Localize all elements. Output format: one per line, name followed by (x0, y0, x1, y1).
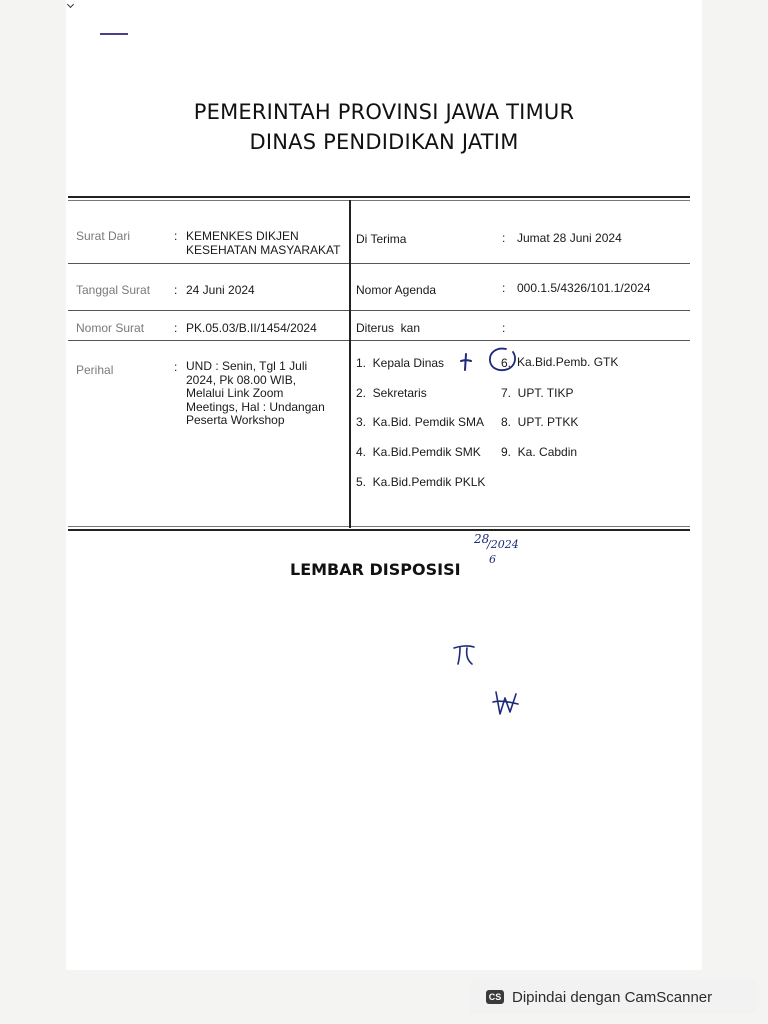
label-di-terima: Di Terima (356, 232, 407, 246)
recipient-9: 9. Ka. Cabdin (501, 445, 578, 459)
value-di-terima: Jumat 28 Juni 2024 (517, 231, 622, 245)
scan-mark (100, 33, 128, 35)
recipient-2: 2. Sekretaris (356, 386, 427, 400)
colon: : (174, 360, 178, 374)
handwritten-date-day: 28 (474, 532, 490, 546)
handwritten-date-month: 6 (489, 553, 496, 566)
handwritten-date-year: /2024 (487, 538, 519, 551)
handwritten-plus-mark (458, 352, 474, 372)
row-divider (68, 263, 690, 264)
recipient-3: 3. Ka.Bid. Pemdik SMA (356, 415, 485, 429)
label-diteruskan: Diterus kan (356, 321, 421, 335)
lembar-disposisi-title: LEMBAR DISPOSISI (290, 560, 461, 579)
colon: : (174, 321, 178, 335)
colon: : (502, 321, 506, 335)
recipient-1: 1. Kepala Dinas (356, 356, 445, 370)
table-bottom-rule-thick (68, 529, 690, 531)
perihal-line: UND : Senin, Tgl 1 Juli (186, 359, 308, 373)
perihal-line: 2024, Pk 08.00 WIB, (186, 372, 297, 387)
recipient-7: 7. UPT. TIKP (501, 386, 574, 400)
recipient-5: 5. Ka.Bid.Pemdik PKLK (356, 475, 486, 489)
recipient-4: 4. Ka.Bid.Pemdik SMK (356, 445, 481, 459)
recipient-8: 8. UPT. PTKK (501, 415, 579, 429)
label-surat-dari: Surat Dari (76, 229, 131, 243)
value-nomor-surat: PK.05.03/B.II/1454/2024 (186, 321, 317, 335)
value-surat-dari-2: KESEHATAN MASYARAKAT (186, 243, 341, 257)
recipient-6-number: 6. (501, 356, 512, 370)
value-perihal (186, 360, 325, 428)
camscanner-logo-icon: CS (486, 990, 504, 1004)
colon: : (502, 281, 506, 295)
table-top-rule (68, 196, 690, 198)
header-line-2: DINAS PENDIDIKAN JATIM (249, 130, 519, 154)
handwritten-initial-mark (450, 642, 480, 668)
handwritten-circle-mark (486, 345, 520, 375)
perihal-line: Meetings, Hal : Undangan (186, 399, 325, 414)
colon: : (502, 231, 506, 245)
camscanner-text: Dipindai dengan CamScanner (512, 988, 713, 1006)
handwritten-signature (490, 688, 522, 718)
value-nomor-agenda: 000.1.5/4326/101.1/2024 (517, 281, 651, 295)
label-tanggal-surat: Tanggal Surat (76, 283, 151, 297)
colon: : (174, 229, 178, 243)
perihal-line: Melalui Link Zoom (186, 386, 284, 400)
perihal-line: Peserta Workshop (186, 413, 285, 427)
colon: : (174, 283, 178, 297)
label-perihal: Perihal (76, 363, 114, 377)
value-tanggal-surat: 24 Juni 2024 (186, 283, 255, 297)
table-bottom-rule (68, 526, 690, 527)
row-divider (68, 310, 690, 311)
recipient-6: Ka.Bid.Pemb. GTK (517, 355, 619, 369)
column-divider (349, 200, 351, 528)
row-divider (68, 340, 690, 341)
label-nomor-agenda: Nomor Agenda (356, 283, 437, 297)
header-line-1: PEMERINTAH PROVINSI JAWA TIMUR (193, 100, 575, 124)
label-nomor-surat: Nomor Surat (76, 321, 145, 335)
value-surat-dari-1: KEMENKES DIKJEN (186, 229, 299, 243)
camscanner-badge (470, 980, 756, 1014)
table-top-rule-thin (68, 200, 690, 201)
